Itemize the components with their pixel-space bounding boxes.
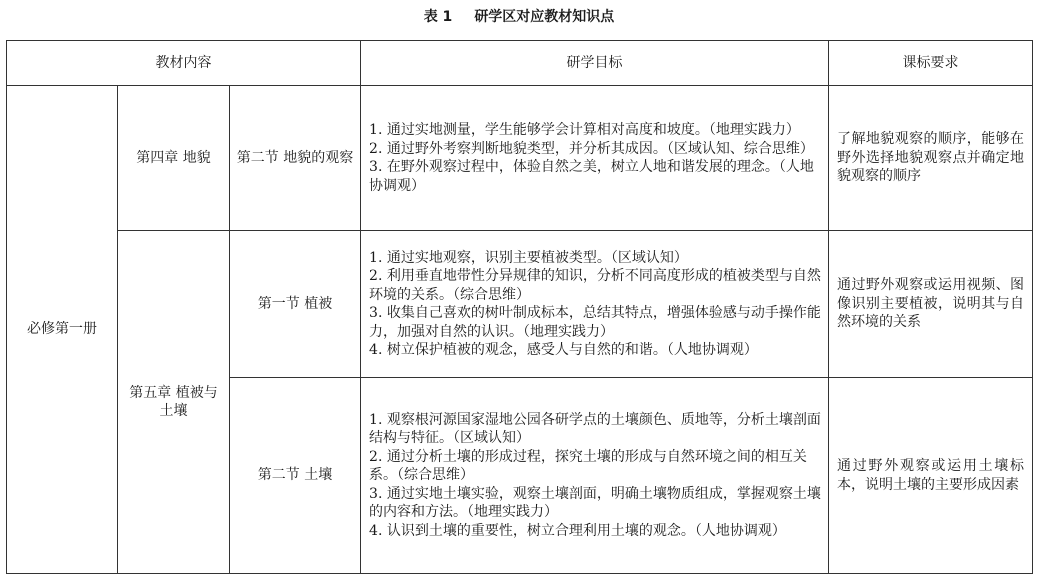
header-requirement: 课标要求	[829, 41, 1033, 86]
goal-item: 2. 利用垂直地带性分异规律的知识，分析不同高度形成的植被类型与自然环境的关系。（综合思维）	[369, 268, 821, 303]
chapter-cell: 第五章 植被与土壤	[118, 231, 230, 574]
goal-item: 3. 在野外观察过程中，体验自然之美，树立人地和谐发展的理念。（人地协调观）	[369, 159, 814, 194]
goals-cell	[361, 231, 829, 378]
knowledge-table	[6, 40, 1033, 574]
table-row	[7, 86, 1033, 231]
goal-item: 1. 观察根河源国家湿地公园各研学点的土壤颜色、质地等，分析土壤剖面结构与特征。（区域认知）	[369, 411, 821, 447]
goal-item: 4. 认识到土壤的重要性，树立合理利用土壤的观念。（人地协调观）	[369, 522, 786, 539]
header-row	[7, 41, 1033, 86]
table-title: 研学区对应教材知识点	[474, 9, 615, 25]
requirement-cell: 通过野外观察或运用视频、图像识别主要植被，说明其与自然环境的关系	[829, 231, 1033, 378]
goal-item: 3. 通过实地土壤实验，观察土壤剖面，明确土壤物质组成，掌握观察土壤的内容和方法。（地理实践力）	[369, 485, 821, 521]
goals-cell	[361, 86, 829, 231]
header-goal: 研学目标	[361, 41, 829, 86]
goals-cell	[361, 378, 829, 574]
table-number: 表 1	[423, 9, 453, 25]
section-cell: 第一节 植被	[230, 231, 361, 378]
goal-item: 1. 通过实地观察，识别主要植被类型。（区域认知）	[369, 249, 688, 266]
requirement-cell: 通过野外观察或运用土壤标本，说明土壤的主要形成因素	[829, 378, 1033, 574]
table-row	[7, 231, 1033, 378]
section-cell: 第二节 地貌的观察	[230, 86, 361, 231]
goal-item: 1. 通过实地测量，学生能够学会计算相对高度和坡度。（地理实践力）	[369, 122, 800, 138]
goal-item: 2. 通过野外考察判断地貌类型，并分析其成因。（区域认知、综合思维）	[369, 140, 814, 157]
goal-item: 3. 收集自己喜欢的树叶制成标本，总结其特点，增强体验感与动手操作能力，加强对自然的认识。（地理实践力）	[369, 305, 821, 340]
section-cell: 第二节 土壤	[230, 378, 361, 574]
requirement-cell: 了解地貌观察的顺序，能够在野外选择地貌观察点并确定地貌观察的顺序	[829, 86, 1033, 231]
goal-item: 2. 通过分析土壤的形成过程，探究土壤的形成与自然环境之间的相互关系。（综合思维）	[369, 448, 807, 484]
header-content: 教材内容	[7, 41, 361, 86]
goal-item: 4. 树立保护植被的观念，感受人与自然的和谐。（人地协调观）	[369, 342, 758, 358]
chapter-cell: 第四章 地貌	[118, 86, 230, 231]
table-caption	[0, 6, 1038, 26]
volume-cell: 必修第一册	[7, 86, 118, 574]
